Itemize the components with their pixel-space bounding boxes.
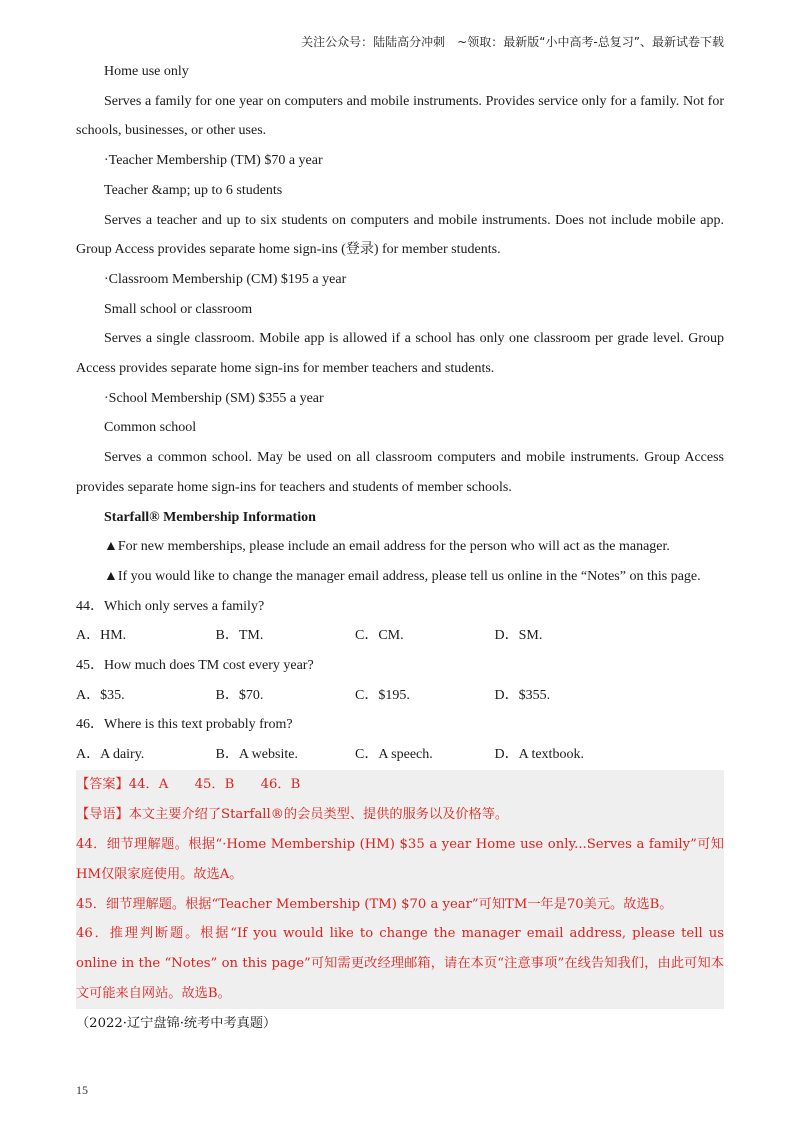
- option: D．$355.: [494, 687, 551, 703]
- document-body: [76, 57, 724, 1039]
- answer-guide: 【导语】本文主要介绍了Starfall®的会员类型、提供的服务以及价格等。: [76, 806, 509, 822]
- question-44-options: [76, 621, 724, 651]
- hm-description: Serves a family for one year on computers and mobile instruments. Provides service only for a family. Not for schools, businesses, or other uses.: [76, 93, 724, 139]
- question-45-stem: 45．How much does TM cost every year?: [76, 658, 314, 674]
- page-number: 15: [76, 1083, 88, 1097]
- sm-description: Serves a common school. May be used on all classroom computers and mobile instruments. Group Access provides separate home sign-ins for teachers and students of member schools.: [76, 450, 724, 495]
- option: A．HM.: [76, 628, 127, 644]
- sm-type: Common school: [104, 420, 197, 436]
- sm-title: ·School Membership (SM) $355 a year: [104, 390, 324, 406]
- answer-block: [76, 770, 724, 1009]
- info-item-2: ▲If you would like to change the manager email address, please tell us online in the “Notes” on this page.: [104, 568, 701, 584]
- info-item-1: ▲For new memberships, please include an email address for the person who will act as the manager.: [104, 539, 670, 555]
- tm-description: Serves a teacher and up to six students on computers and mobile instruments. Does not include mobile app. Group Access provides separate home sign-ins (登录) for member students.: [76, 212, 724, 258]
- option: C．CM.: [355, 628, 404, 644]
- tm-title: ·Teacher Membership (TM) $70 a year: [104, 153, 323, 169]
- question-44-stem: 44．Which only serves a family?: [76, 598, 265, 614]
- cm-title: ·Classroom Membership (CM) $195 a year: [104, 271, 347, 287]
- tm-type: Teacher &amp; up to 6 students: [104, 182, 283, 198]
- option: B．A website.: [215, 747, 298, 763]
- cm-description: Serves a single classroom. Mobile app is allowed if a school has only one classroom per grade level. Group Access provides separate home sign-ins for member teachers and students.: [76, 331, 724, 377]
- option: C．A speech.: [355, 747, 433, 763]
- source-note: （2022·辽宁盘锦·统考中考真题）: [76, 1016, 277, 1032]
- question-46-stem: 46．Where is this text probably from?: [76, 717, 293, 733]
- cm-type: Small school or classroom: [104, 301, 253, 317]
- option: A．A dairy.: [76, 747, 145, 763]
- explanation-44: 44．细节理解题。根据“·Home Membership (HM) $35 a year Home use only...Serves a family”可知HM仅限家庭使用。故选A。: [76, 836, 724, 882]
- hm-type: Home use only: [104, 64, 189, 79]
- info-heading: Starfall® Membership Information: [104, 509, 316, 525]
- explanation-46: 46．推理判断题。根据“If you would like to change the manager email address, please tell us online in the “Notes” on this page”可知需更改经理邮箱，请在本页“注意事项”在线告知我们，由此可知本文可能来自网站。故选B。: [76, 926, 724, 1002]
- option: C．$195.: [355, 687, 410, 703]
- option: D．A textbook.: [494, 747, 584, 763]
- page-header: 关注公众号：陆陆高分冲刺 ~领取：最新版“小中高考-总复习”、最新试卷下载: [301, 35, 724, 49]
- option: D．SM.: [494, 628, 543, 644]
- option: B．TM.: [215, 628, 264, 644]
- question-45-options: [76, 681, 724, 711]
- option: B．$70.: [215, 687, 264, 703]
- answer-key: 【答案】44．A 45．B 46．B: [76, 776, 301, 792]
- option: A．$35.: [76, 687, 125, 703]
- question-46-options: [76, 740, 724, 770]
- explanation-45: 45．细节理解题。根据“Teacher Membership (TM) $70 a year”可知TM一年是70美元。故选B。: [76, 896, 673, 912]
